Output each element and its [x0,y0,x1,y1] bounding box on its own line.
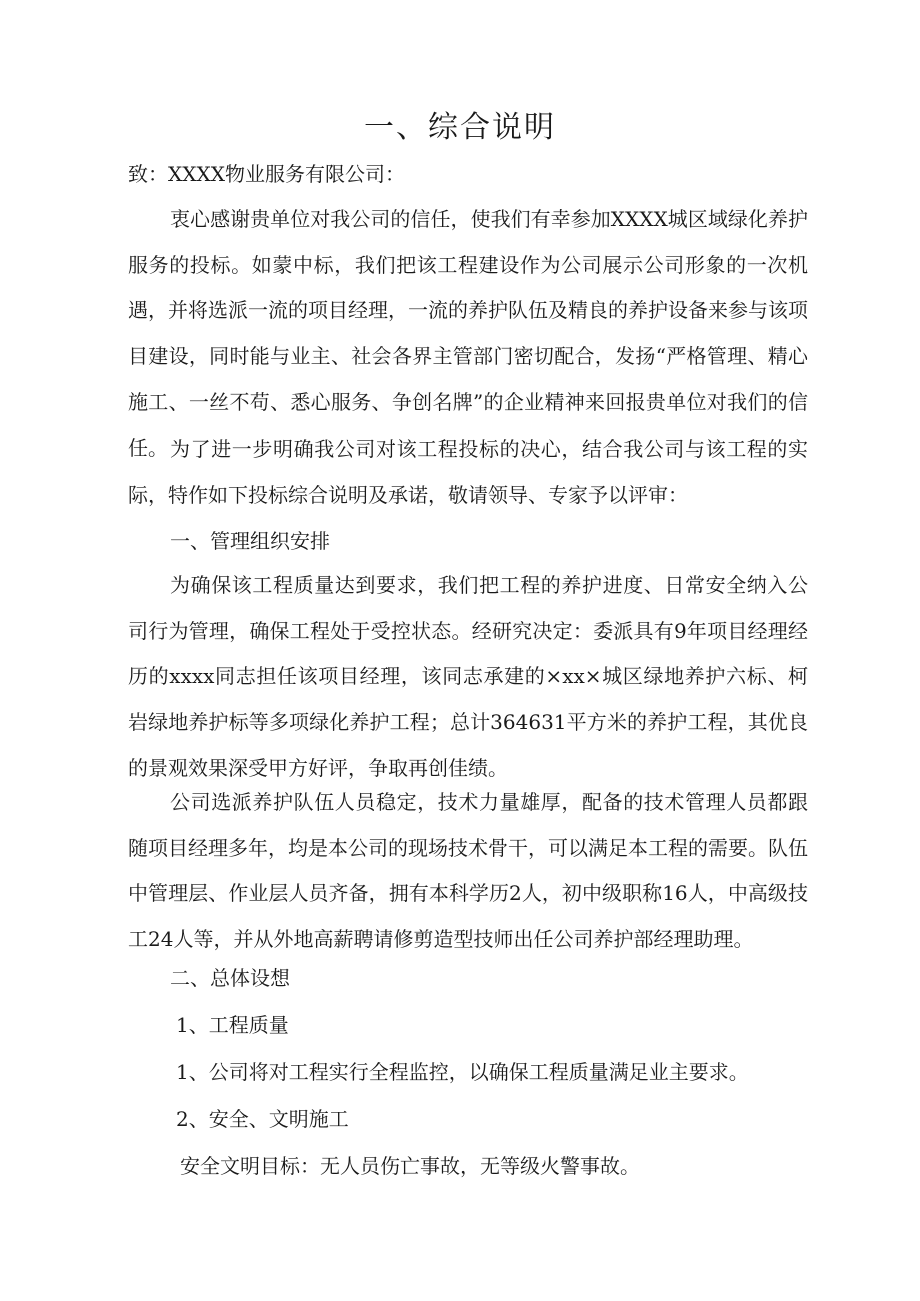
paragraph-project-manager: 为确保该工程质量达到要求，我们把工程的养护进度、日常安全纳入公司行为管理，确保工程处于受控状态。经研究决定：委派具有9年项目经理经历的xxxx同志担任该项目经理，该同志承建的×xx×城区绿地养护六标、柯岩绿地养护标等多项绿化养护工程；总计364631平方米的养护工程，其优良的景观效果深受甲方好评，争取再创佳绩。 [128,573,808,780]
paragraph-commitment: 为了进一步明确我公司对该工程投标的决心，结合我公司与该工程的实际，特作如下投标综合说明及承诺，敬请领导、专家予以评审： [128,437,808,507]
salutation: 致：XXXX物业服务有限公司： [128,162,405,186]
section-heading-management: 一、管理组织安排 [170,529,330,553]
document-title: 一、综合说明 [364,110,556,145]
item-text-quality: 1、公司将对工程实行全程监控，以确保工程质量满足业主要求。 [176,1060,749,1084]
paragraph-team: 公司选派养护队伍人员稳定，技术力量雄厚，配备的技术管理人员都跟随项目经理多年，均是本公司的现场技术骨干，可以满足本工程的需要。队伍中管理层、作业层人员齐备，拥有本科学历2人，初中级职称16人，中高级技工24人等，并从外地高薪聘请修剪造型技师出任公司养护部经理助理。 [128,790,808,952]
item-text-safety: 安全文明目标：无人员伤亡事故，无等级火警事故。 [180,1154,640,1178]
paragraph-intro: 衷心感谢贵单位对我公司的信任，使我们有幸参加XXXX城区域绿化养护服务的投标。如蒙中标，我们把该工程建设作为公司展示公司形象的一次机遇，并将选派一流的项目经理，一流的养护队伍及精良的养护设备来参与该项目建设，同时能与业主、社会各界主管部门密切配合，发扬“严格管理、精心施工、一丝不苟、悉心服务、争创名牌”的企业精神来回报贵单位对我们的信任。 [128,207,808,460]
item-heading-safety: 2、安全、文明施工 [176,1107,349,1131]
item-heading-quality: 1、工程质量 [176,1013,289,1037]
section-heading-overall-plan: 二、总体设想 [170,966,290,990]
